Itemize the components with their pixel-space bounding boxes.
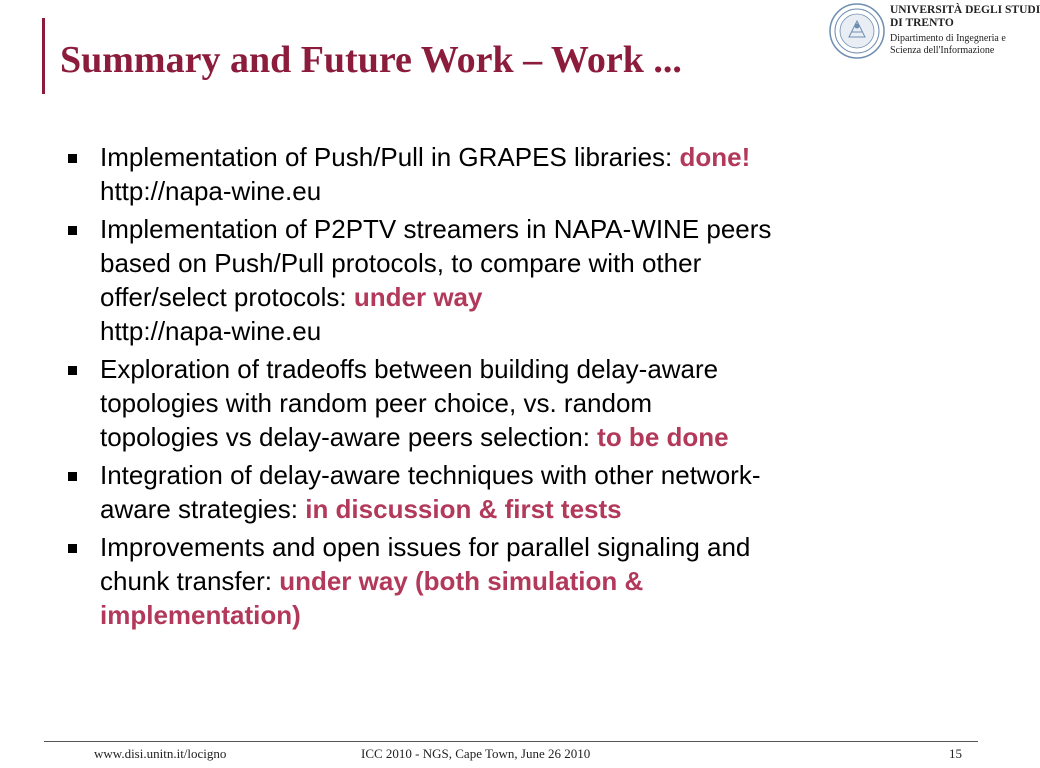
department-name: Dipartimento di Ingegneria e Scienza dell'Informazione [890, 33, 1006, 56]
bullet-square-icon [68, 154, 77, 163]
status-text: done! [679, 142, 751, 172]
footer-url[interactable]: www.disi.unitn.it/locigno [94, 746, 227, 761]
project-link[interactable]: http://napa-wine.eu [100, 316, 322, 346]
bullet-item: Implementation of Push/Pull in GRAPES libraries: done! http://napa-wine.eu [64, 140, 1014, 208]
university-name: UNIVERSITÀ DEGLI STUDI DI TRENTO [890, 4, 1040, 29]
bullet-item: Exploration of tradeoffs between building delay-aware topologies with random peer choice, vs. random topologies vs delay-aware peers selection: to be done [64, 352, 1014, 454]
footer-event: ICC 2010 - NGS, Cape Town, June 26 2010 [361, 746, 591, 761]
status-text: under way (both simulation & [279, 566, 644, 596]
status-text: in discussion & first tests [305, 494, 622, 524]
bullet-item: Integration of delay-aware techniques with other network- aware strategies: in discussion & first tests [64, 458, 1014, 526]
bullet-item: Improvements and open issues for parallel signaling and chunk transfer: under way (both simulation & implementation) [64, 530, 1014, 632]
university-seal-icon [828, 2, 886, 60]
status-text: to be done [597, 422, 729, 452]
status-text: implementation) [100, 600, 301, 630]
bullet-square-icon [68, 226, 77, 235]
status-text: under way [353, 282, 483, 312]
project-link[interactable]: http://napa-wine.eu [100, 176, 322, 206]
bullet-list [64, 140, 1014, 636]
slide-title: Summary and Future Work – Work ... [60, 39, 682, 81]
footer-divider [44, 741, 978, 742]
bullet-square-icon [68, 472, 77, 481]
bullet-square-icon [68, 366, 77, 375]
page-number: 15 [949, 746, 962, 761]
bullet-item: Implementation of P2PTV streamers in NAPA-WINE peers based on Push/Pull protocols, to compare with other offer/select protocols: under way http://napa-wine.eu [64, 212, 1014, 348]
bullet-square-icon [68, 544, 77, 553]
title-accent-bar [42, 18, 45, 94]
university-logo [828, 2, 1040, 60]
